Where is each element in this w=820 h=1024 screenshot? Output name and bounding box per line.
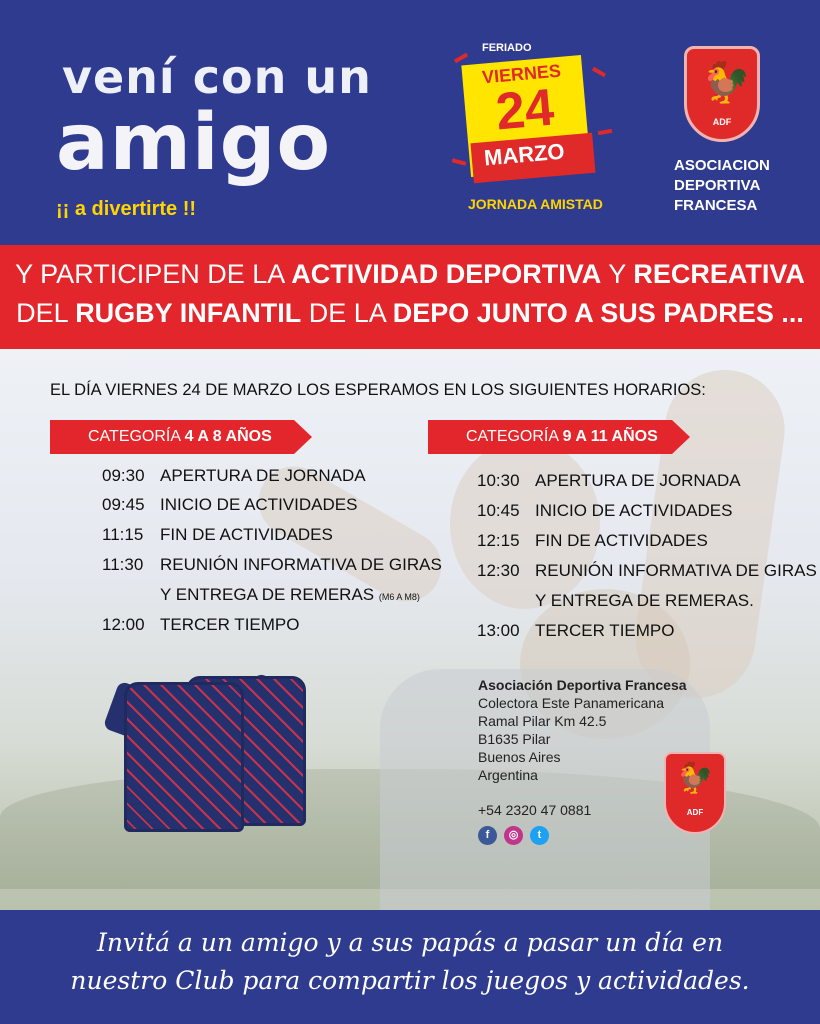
schedule-activity: APERTURA DE JORNADA <box>535 471 741 490</box>
address-title: Asociación Deportiva Francesa <box>478 677 687 693</box>
instagram-icon[interactable]: ◎ <box>504 826 523 845</box>
schedule-activity: FIN DE ACTIVIDADES <box>535 531 708 550</box>
banner-bold: DEPO JUNTO A SUS PADRES ... <box>392 298 804 328</box>
org-name: ASOCIACION DEPORTIVA FRANCESA <box>674 157 770 214</box>
intro-text: EL DÍA VIERNES 24 DE MARZO LOS ESPERAMOS EN LOS SIGUIENTES HORARIOS: <box>50 381 706 399</box>
schedule-older <box>477 471 817 651</box>
schedule-young <box>102 466 442 646</box>
category-label: CATEGORÍA <box>88 428 185 445</box>
rooster-icon: 🐓 <box>701 61 751 105</box>
address-line: B1635 Pilar <box>478 731 551 747</box>
address-line: Ramal Pilar Km 42.5 <box>478 713 607 729</box>
schedule-time: 09:45 <box>102 495 145 514</box>
schedule-time: 10:30 <box>477 471 520 490</box>
jornada-label: JORNADA AMISTAD <box>468 196 603 212</box>
twitter-icon[interactable]: t <box>530 826 549 845</box>
schedule-time: 11:15 <box>102 525 144 544</box>
day-number: 24 <box>493 78 557 142</box>
category-tab-older <box>428 420 672 454</box>
category-label: CATEGORÍA <box>466 428 563 445</box>
schedule-time: 09:30 <box>102 466 145 485</box>
category-tab-young <box>50 420 294 454</box>
club-shield-logo <box>684 46 760 142</box>
schedule-time: 13:00 <box>477 621 520 640</box>
headline-line-1: vení con un <box>62 50 372 104</box>
schedule-activity: Y ENTREGA DE REMERAS. <box>535 591 754 610</box>
schedule-activity: REUNIÓN INFORMATIVA DE GIRAS <box>160 555 442 574</box>
jersey-front <box>124 682 244 832</box>
footer-line-2: nuestro Club para compartir los juegos y actividades. <box>70 966 750 995</box>
schedule-activity: TERCER TIEMPO <box>535 621 675 640</box>
rooster-icon: 🐓 <box>676 762 714 795</box>
category-range: 4 A 8 AÑOS <box>184 428 272 445</box>
footer-line-1: Invitá a un amigo y a sus papás a pasar un día en <box>96 928 724 957</box>
weekday-label: VIERNES <box>481 60 562 88</box>
club-address <box>478 676 687 784</box>
schedule-time: 11:30 <box>102 555 144 574</box>
feriado-label: FERIADO <box>482 42 532 54</box>
banner-text: Y PARTICIPEN DE LA <box>15 259 292 289</box>
schedule-activity: APERTURA DE JORNADA <box>160 466 366 485</box>
club-logo-area <box>660 40 800 230</box>
headline-line-2: amigo <box>56 98 332 188</box>
address-line: Argentina <box>478 767 538 783</box>
headline-line-3: ¡¡ a divertirte !! <box>56 198 197 220</box>
banner-text: Y <box>601 259 634 289</box>
banner-text: DE LA <box>301 298 393 328</box>
address-line: Buenos Aires <box>478 749 561 765</box>
logo-text: ADF <box>712 117 732 127</box>
schedule-activity: TERCER TIEMPO <box>160 615 300 634</box>
schedule-time: 12:15 <box>477 531 520 550</box>
banner-line-2 <box>0 298 820 329</box>
club-shield-logo-small <box>664 752 726 834</box>
footer <box>0 910 820 1024</box>
logo-text: ADF <box>686 808 704 817</box>
spark-decoration <box>452 158 467 165</box>
banner-bold: ACTIVIDAD DEPORTIVA <box>291 259 602 289</box>
schedule-time: 10:45 <box>477 501 520 520</box>
schedule-activity: FIN DE ACTIVIDADES <box>160 525 333 544</box>
schedule-activity: INICIO DE ACTIVIDADES <box>160 495 358 514</box>
banner-line-1 <box>0 259 820 290</box>
schedule-time: 12:00 <box>102 615 145 634</box>
banner-bold: RECREATIVA <box>633 259 805 289</box>
schedule-activity: REUNIÓN INFORMATIVA DE GIRAS <box>535 561 817 580</box>
facebook-icon[interactable]: f <box>478 826 497 845</box>
spark-decoration <box>598 129 612 135</box>
schedule-note: (M6 A M8) <box>378 592 420 602</box>
date-badge <box>452 30 612 220</box>
schedule-activity: INICIO DE ACTIVIDADES <box>535 501 733 520</box>
red-banner <box>0 245 820 349</box>
spark-decoration <box>454 53 468 63</box>
header <box>0 0 820 245</box>
address-line: Colectora Este Panamericana <box>478 695 664 711</box>
schedule-activity: Y ENTREGA DE REMERAS <box>160 585 375 604</box>
banner-bold: RUGBY INFANTIL <box>75 298 302 328</box>
category-range: 9 A 11 AÑOS <box>562 428 658 445</box>
phone-number: +54 2320 47 0881 <box>478 802 592 818</box>
schedule-time: 12:30 <box>477 561 520 580</box>
spark-decoration <box>592 67 606 77</box>
month-label: MARZO <box>483 138 566 171</box>
banner-text: DEL <box>16 298 76 328</box>
